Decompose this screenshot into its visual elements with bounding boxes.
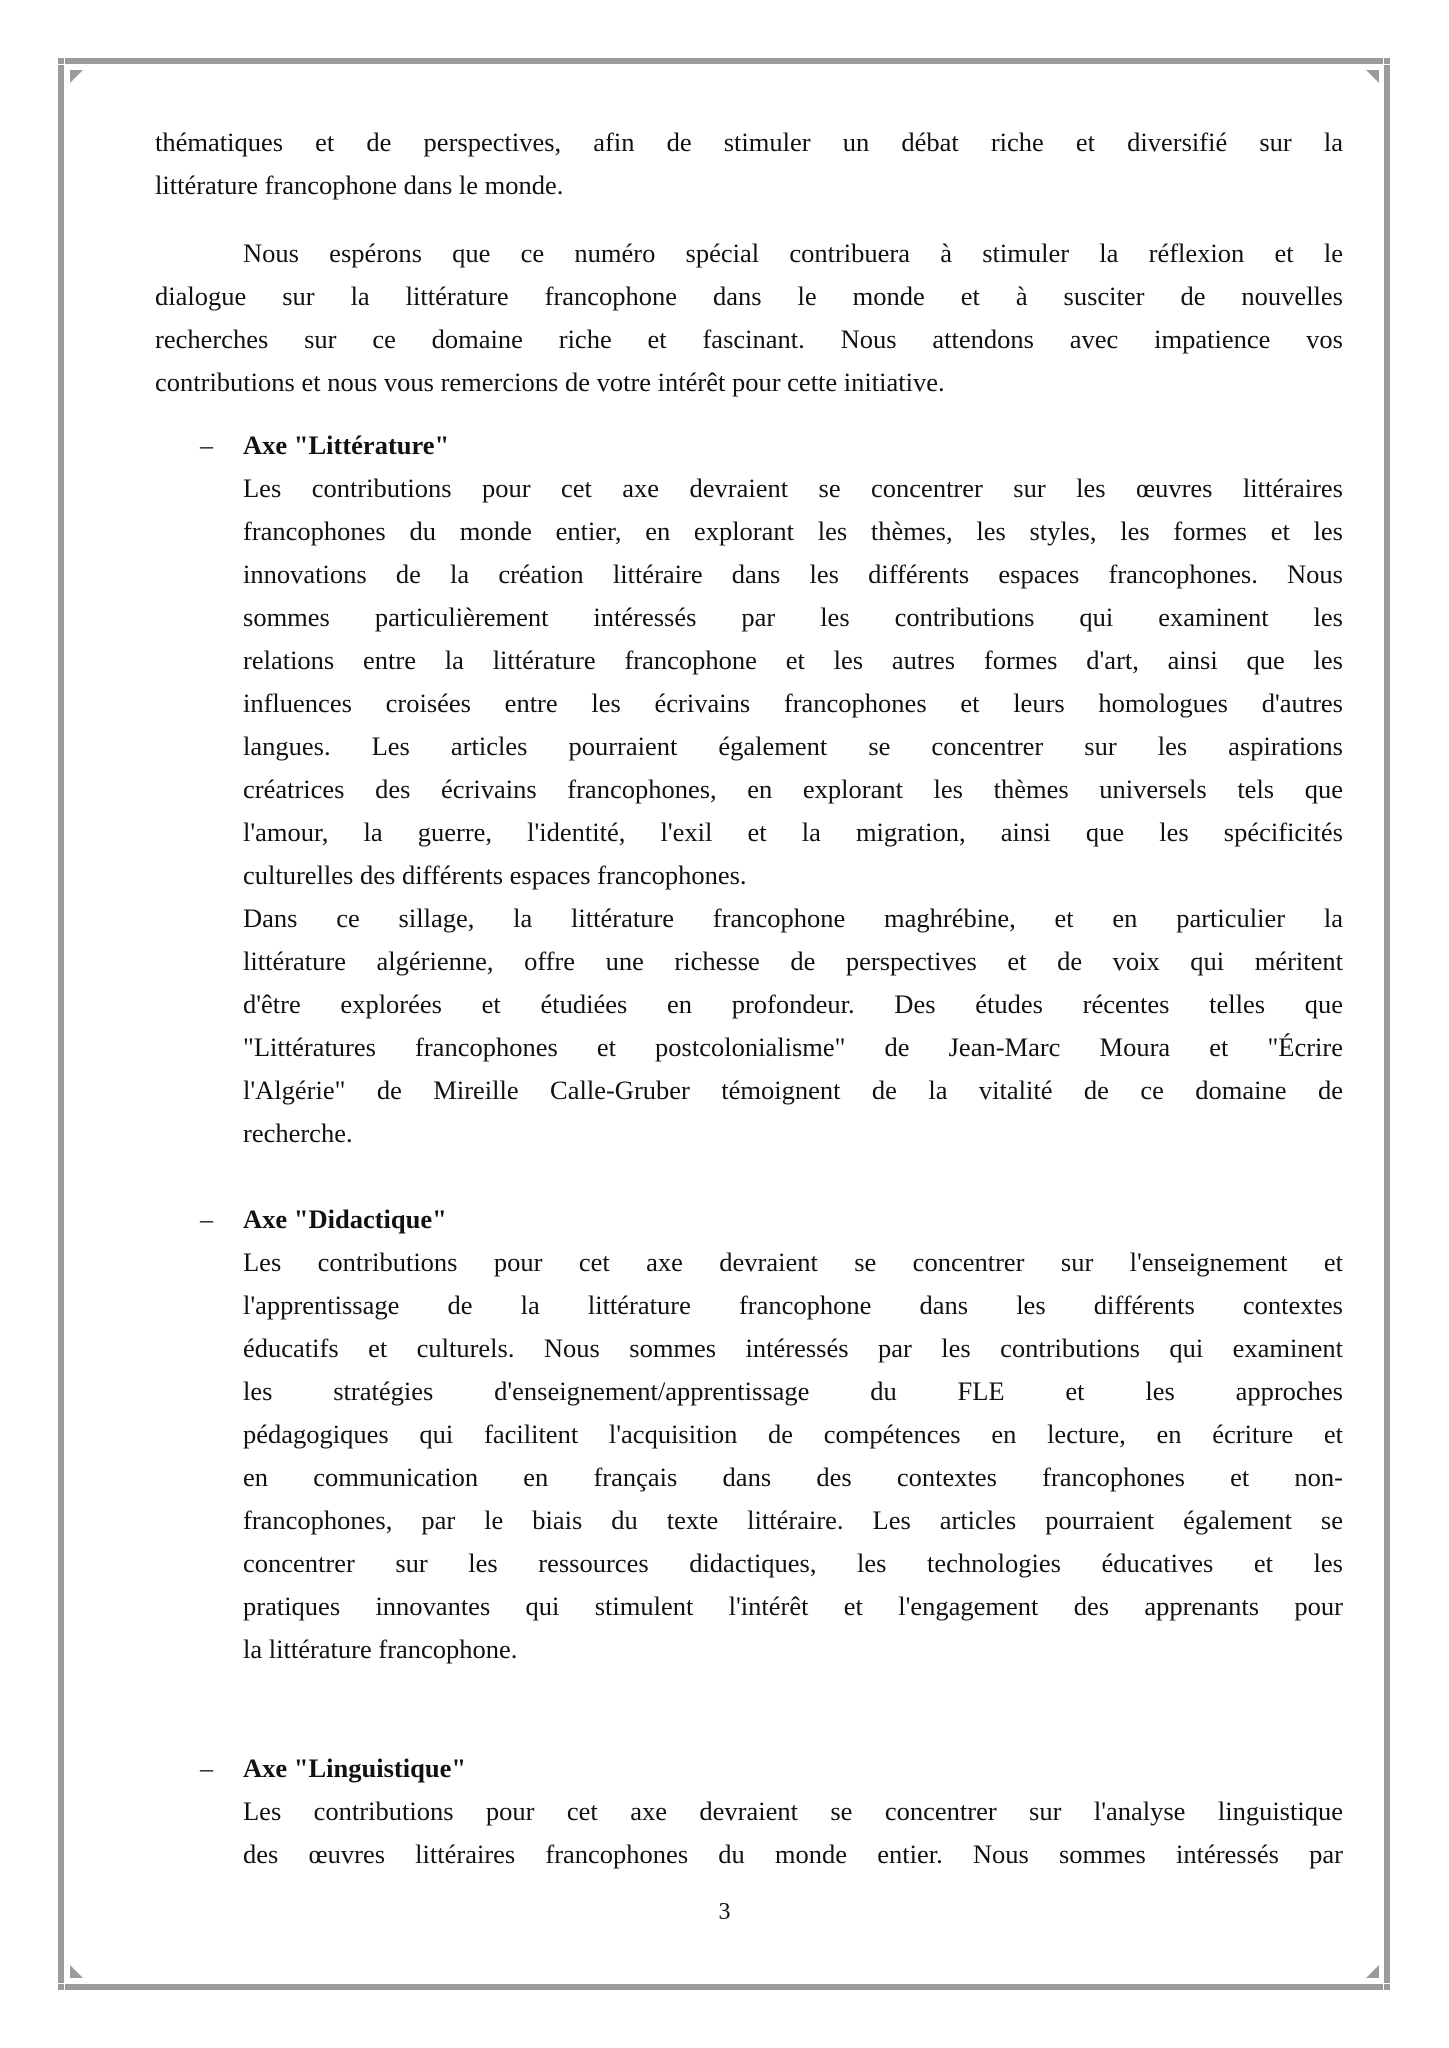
text-line: Nous espérons que ce numéro spécial contribuera à stimuler la réflexion et le	[243, 238, 1343, 268]
frame-corner-triangle-icon-top-left	[70, 70, 83, 83]
text-line: éducatifs et culturels. Nous sommes intéressés par les contributions qui examinent	[243, 1333, 1343, 1363]
text-line: littérature algérienne, offre une richesse de perspectives et de voix qui méritent	[243, 946, 1343, 976]
text-line: l'amour, la guerre, l'identité, l'exil et la migration, ainsi que les spécificités	[243, 817, 1343, 847]
text-line: des œuvres littéraires francophones du monde entier. Nous sommes intéressés par	[243, 1839, 1343, 1869]
frame-corner-triangle-icon-top-right	[1366, 70, 1379, 83]
text-line: influences croisées entre les écrivains francophones et leurs homologues d'autres	[243, 688, 1343, 718]
text-line: dialogue sur la littérature francophone dans le monde et à susciter de nouvelles	[155, 281, 1343, 311]
text-line: contributions et nous vous remercions de votre intérêt pour cette initiative.	[155, 367, 945, 397]
frame-corner-triangle-icon-bottom-left	[70, 1965, 83, 1978]
list-bullet-dash: –	[200, 1754, 213, 1783]
text-line: Dans ce sillage, la littérature francophone maghrébine, et en particulier la	[243, 903, 1343, 933]
text-line: créatrices des écrivains francophones, en explorant les thèmes universels tels que	[243, 774, 1343, 804]
text-line: relations entre la littérature francophone et les autres formes d'art, ainsi que les	[243, 645, 1343, 675]
axis-heading: Axe "Littérature"	[243, 430, 450, 460]
list-bullet-dash: –	[200, 1205, 213, 1234]
page-number: 3	[718, 1899, 731, 1925]
text-line: innovations de la création littéraire dans les différents espaces francophones. Nous	[243, 559, 1343, 589]
list-bullet-dash: –	[200, 431, 213, 460]
text-line: langues. Les articles pourraient également se concentrer sur les aspirations	[243, 731, 1343, 761]
text-line: "Littératures francophones et postcolonialisme" de Jean-Marc Moura et "Écrire	[243, 1032, 1343, 1062]
text-line: l'Algérie" de Mireille Calle-Gruber témoignent de la vitalité de ce domaine de	[243, 1075, 1343, 1105]
text-line: thématiques et de perspectives, afin de stimuler un débat riche et diversifié sur la	[155, 127, 1343, 157]
text-line: Les contributions pour cet axe devraient se concentrer sur l'analyse linguistique	[243, 1796, 1343, 1826]
text-line: francophones, par le biais du texte littéraire. Les articles pourraient également se	[243, 1505, 1343, 1535]
text-line: Les contributions pour cet axe devraient se concentrer sur les œuvres littéraires	[243, 473, 1343, 503]
frame-corner-square-bottom-left	[58, 1984, 64, 1990]
text-line: concentrer sur les ressources didactiques, les technologies éducatives et les	[243, 1548, 1343, 1578]
frame-corner-triangle-icon-bottom-right	[1366, 1965, 1379, 1978]
text-line: francophones du monde entier, en explorant les thèmes, les styles, les formes et les	[243, 516, 1343, 546]
axis-heading: Axe "Didactique"	[243, 1204, 447, 1234]
text-line: l'apprentissage de la littérature francophone dans les différents contextes	[243, 1290, 1343, 1320]
text-line: sommes particulièrement intéressés par les contributions qui examinent les	[243, 602, 1343, 632]
text-line: d'être explorées et étudiées en profondeur. Des études récentes telles que	[243, 989, 1343, 1019]
frame-corner-square-top-left	[58, 58, 64, 64]
text-line: en communication en français dans des contextes francophones et non-	[243, 1462, 1343, 1492]
text-line: Les contributions pour cet axe devraient se concentrer sur l'enseignement et	[243, 1247, 1343, 1277]
frame-corner-square-bottom-right	[1384, 1984, 1390, 1990]
text-line: recherche.	[243, 1118, 353, 1148]
text-line: pédagogiques qui facilitent l'acquisition de compétences en lecture, en écriture et	[243, 1419, 1343, 1449]
axis-heading: Axe "Linguistique"	[243, 1753, 467, 1783]
text-line: recherches sur ce domaine riche et fascinant. Nous attendons avec impatience vos	[155, 324, 1343, 354]
text-line: pratiques innovantes qui stimulent l'intérêt et l'engagement des apprenants pour	[243, 1591, 1343, 1621]
text-line: littérature francophone dans le monde.	[155, 170, 564, 200]
frame-corner-square-top-right	[1384, 58, 1390, 64]
text-line: les stratégies d'enseignement/apprentissage du FLE et les approches	[243, 1376, 1343, 1406]
text-line: culturelles des différents espaces francophones.	[243, 860, 747, 890]
text-line: la littérature francophone.	[243, 1634, 518, 1664]
